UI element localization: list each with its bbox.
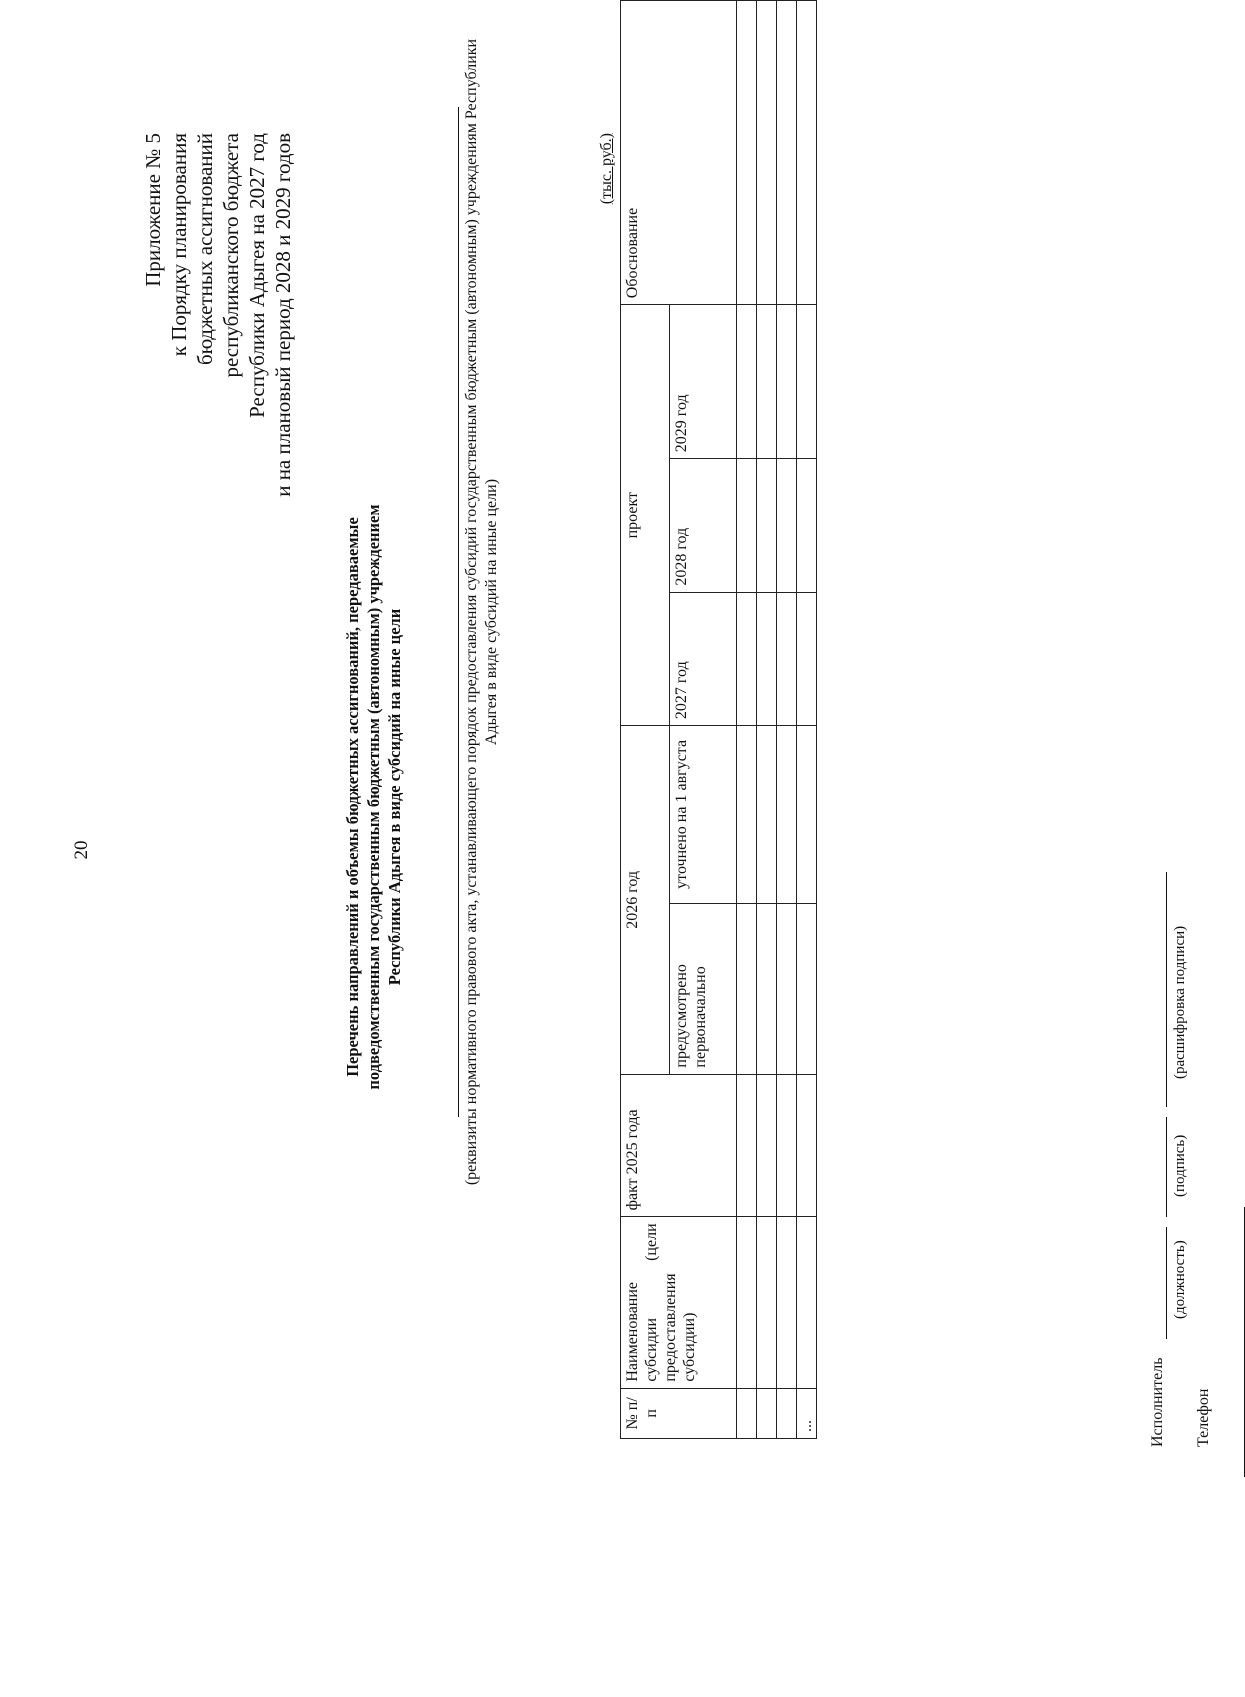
- appendix-heading: [140, 133, 296, 773]
- header-year-2027: 2027 год: [670, 592, 737, 725]
- phone-label: Телефон: [1195, 1388, 1212, 1447]
- appendix-line: республиканского бюджета: [219, 133, 243, 378]
- table-row: [777, 1, 797, 1439]
- appendix-line: и на плановый период 2028 и 2029 годов: [271, 133, 295, 497]
- appendix-line: Приложение № 5: [141, 133, 165, 287]
- appendix-line: Республики Адыгея на 2027 год: [245, 133, 269, 418]
- header-year-2029: 2029 год: [670, 305, 737, 459]
- decode-caption: (расшифровка подписи): [1172, 925, 1188, 1079]
- title-line: подведомственным государственным бюджетным (автономным) учреждением: [364, 504, 383, 1090]
- sign-line: [1166, 1117, 1167, 1217]
- table-cell: [757, 1388, 777, 1438]
- legal-act-blank-line: [458, 107, 459, 1117]
- title-line: Республики Адыгея в виде субсидий на иные цели: [385, 608, 404, 986]
- legal-act-field: [458, 7, 502, 1217]
- appendix-line: к Порядку планирования: [167, 133, 191, 357]
- header-subsidy-name: Наименование субсидии (цели предоставления субсидии): [621, 1217, 737, 1388]
- table-row: [797, 1, 817, 1439]
- header-year-2026: 2026 год: [621, 726, 670, 1074]
- executor-row: [1148, 547, 1188, 1447]
- header-project: проект: [621, 305, 670, 726]
- header-updated-august: уточнено на 1 августа: [670, 726, 737, 903]
- table-cell: ...: [797, 1388, 817, 1438]
- unit-label: (тыс. руб.): [598, 133, 615, 205]
- header-basis: Обоснование: [621, 1, 737, 305]
- subsidies-table: [620, 0, 817, 1439]
- header-planned-initially: предусмотрено первоначально: [670, 903, 737, 1074]
- decode-line: [1166, 872, 1167, 1107]
- table-row: [757, 1, 777, 1439]
- legal-act-caption: Адыгея в виде субсидий на иные цели): [483, 478, 500, 746]
- page-number: 20: [71, 840, 92, 860]
- position-caption: (должность): [1172, 1240, 1188, 1319]
- table-cell: [777, 1388, 797, 1438]
- appendix-line: бюджетных ассигнований: [193, 133, 217, 366]
- header-year-2028: 2028 год: [670, 459, 737, 592]
- legal-act-caption: (реквизиты нормативного правового акта, устанавливающего порядок предоставления субсидий государственным бюджетным (автономным) учреждениям Республики: [463, 38, 480, 1186]
- title-line: Перечень направлений и объемы бюджетных ассигнований, передаваемые: [343, 517, 362, 1077]
- sign-caption: (подпись): [1172, 1134, 1188, 1197]
- header-row-number: № п/п: [621, 1388, 737, 1438]
- signature-block: [1148, 547, 1216, 1447]
- position-line: [1166, 1227, 1167, 1339]
- table-row: [737, 1, 757, 1439]
- header-fact-2025: факт 2025 года: [621, 1074, 737, 1217]
- phone-row: [1194, 547, 1216, 1447]
- document-title: [342, 377, 405, 1217]
- table-cell: [737, 1388, 757, 1438]
- executor-label: Исполнитель: [1149, 1357, 1166, 1447]
